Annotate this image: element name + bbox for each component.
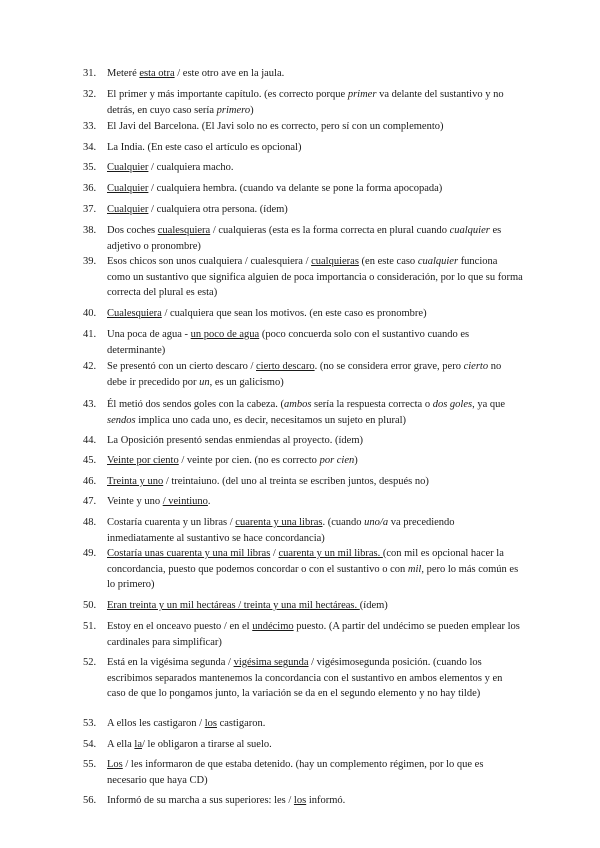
list-item xyxy=(83,716,523,732)
underlined-answer: vigésima segunda xyxy=(233,657,309,668)
text-segment: ) xyxy=(250,104,254,116)
italic-term: cualquier xyxy=(449,225,490,236)
item-text xyxy=(107,515,523,546)
text-segment: / treintaiuno. (del uno al treinta se escriben juntos, después no) xyxy=(163,476,429,487)
underlined-answer: cierto descaro xyxy=(256,361,315,372)
text-segment: Informó de su marcha a sus superiores: les / xyxy=(107,795,294,806)
text-segment: (ídem) xyxy=(359,600,388,611)
list-item xyxy=(83,397,523,428)
italic-term: cierto xyxy=(463,361,489,372)
text-segment: / veinte por cien. (no es correcto xyxy=(178,455,320,466)
text-segment: / cualquiera otra persona. (ídem) xyxy=(148,204,288,215)
item-number: 56. xyxy=(83,795,97,806)
underlined-answer: esta otra xyxy=(139,68,175,79)
underlined-answer: Costaría unas cuarenta y una mil libras xyxy=(107,548,271,559)
item-text xyxy=(107,453,523,469)
item-text xyxy=(107,223,523,254)
item-text xyxy=(107,327,523,358)
underlined-answer: undécimo xyxy=(252,621,294,632)
text-segment: (poco concuerda solo con el sustantivo cuando es determinante) xyxy=(107,329,470,356)
text-segment: va delante del sustantivo y no detrás, en cuyo caso sería xyxy=(107,89,504,116)
text-segment: , pero lo más común es lo primero) xyxy=(107,563,519,590)
list-item xyxy=(83,453,523,469)
underlined-answer: / veintiuno xyxy=(162,496,208,507)
item-text xyxy=(107,757,523,788)
item-text xyxy=(107,87,523,118)
item-number: 40. xyxy=(83,308,97,319)
item-number: 33. xyxy=(83,121,97,132)
text-segment: . (cuando xyxy=(322,517,365,528)
italic-term: sendos xyxy=(107,414,136,426)
item-number: 34. xyxy=(83,142,97,153)
list-item xyxy=(83,254,523,301)
underlined-answer: la xyxy=(134,739,142,750)
text-segment: Se presentó con un cierto descaro / xyxy=(107,361,256,372)
italic-term: un xyxy=(199,376,210,388)
text-segment: / cualquieras (esta es la forma correcta en plural cuando xyxy=(210,225,450,236)
text-segment: implica uno cada uno, es decir, necesitamos un sujeto en plural) xyxy=(135,414,407,426)
italic-term: mil xyxy=(407,563,422,575)
item-number: 52. xyxy=(83,657,97,668)
item-text xyxy=(107,474,523,490)
item-text xyxy=(107,598,523,614)
text-segment: El primer y más importante capítulo. (es correcto porque xyxy=(107,89,348,100)
item-number: 55. xyxy=(83,759,97,770)
item-number: 38. xyxy=(83,225,97,236)
text-segment: Dos coches xyxy=(107,225,158,236)
underlined-answer: Cualquier xyxy=(107,204,149,215)
italic-term: cualquier xyxy=(417,256,459,267)
item-number: 36. xyxy=(83,183,97,194)
item-number: 54. xyxy=(83,739,97,750)
text-segment: / este otro ave en la jaula. xyxy=(174,68,285,79)
text-segment: A ellos les castigaron / xyxy=(107,718,205,729)
item-text xyxy=(107,140,523,156)
underlined-answer: Los xyxy=(107,759,123,770)
item-text xyxy=(107,716,523,732)
list-item xyxy=(83,474,523,490)
text-segment: Esos chicos son unos cualquiera / cualesquiera / xyxy=(107,256,312,267)
list-item xyxy=(83,515,523,546)
item-number: 39. xyxy=(83,256,97,267)
item-number: 43. xyxy=(83,399,97,410)
text-segment: / cualquiera macho. xyxy=(148,162,234,173)
text-segment: , ya que xyxy=(472,399,506,410)
item-number: 31. xyxy=(83,68,97,79)
item-text xyxy=(107,66,523,82)
item-text xyxy=(107,119,523,135)
underlined-answer: cuarenta y un mil libras. xyxy=(278,548,383,559)
list-item xyxy=(83,359,523,390)
item-number: 32. xyxy=(83,89,97,100)
text-segment: Meteré xyxy=(107,68,140,79)
item-number: 42. xyxy=(83,361,97,372)
list-item xyxy=(83,619,523,650)
item-text xyxy=(107,655,523,702)
italic-term: por cien xyxy=(319,455,355,466)
item-text xyxy=(107,737,523,753)
list-item xyxy=(83,757,523,788)
list-item xyxy=(83,87,523,118)
list-item xyxy=(83,181,523,197)
text-segment: Estoy en el onceavo puesto / en el xyxy=(107,621,253,632)
underlined-answer: cuarenta y una libras xyxy=(235,517,323,528)
item-number: 51. xyxy=(83,621,97,632)
text-segment: La Oposición presentó sendas enmiendas al proyecto. (ídem) xyxy=(107,435,364,446)
underlined-answer: Eran treinta y un mil hectáreas / treinta y una mil hectáreas. xyxy=(107,600,360,611)
list-item xyxy=(83,327,523,358)
item-number: 48. xyxy=(83,517,97,528)
text-segment: (en este caso xyxy=(358,256,418,267)
underlined-answer: los xyxy=(293,795,307,806)
italic-term: uno/a xyxy=(364,517,389,528)
text-segment: sería la respuesta correcta o xyxy=(311,399,433,410)
italic-term: primer xyxy=(347,89,377,100)
list-item xyxy=(83,433,523,449)
underlined-answer: los xyxy=(204,718,217,729)
underlined-answer: Cualquier xyxy=(107,183,149,194)
italic-term: ambos xyxy=(284,399,312,410)
text-segment: ) xyxy=(354,455,358,466)
text-segment: A ella xyxy=(107,739,135,750)
list-item xyxy=(83,546,523,593)
item-text xyxy=(107,202,523,218)
text-segment: / cualquiera hembra. (cuando va delante se pone la forma apocopada) xyxy=(148,183,443,194)
text-segment: / cualquiera que sean los motivos. (en este caso es pronombre) xyxy=(161,308,427,319)
list-item xyxy=(83,793,523,809)
underlined-answer: Cualquier xyxy=(107,162,149,173)
item-number: 46. xyxy=(83,476,97,487)
item-number: 53. xyxy=(83,718,97,729)
underlined-answer: Treinta y uno xyxy=(107,476,164,487)
item-text xyxy=(107,359,523,390)
list-item xyxy=(83,223,523,254)
item-number: 35. xyxy=(83,162,97,173)
list-item xyxy=(83,737,523,753)
item-number: 50. xyxy=(83,600,97,611)
list-item xyxy=(83,202,523,218)
text-segment: informó. xyxy=(306,795,346,806)
item-text xyxy=(107,793,523,809)
text-segment: / xyxy=(270,548,279,559)
item-text xyxy=(107,546,523,593)
text-segment: . (no se considera error grave, pero xyxy=(314,361,464,372)
list-item xyxy=(83,494,523,510)
text-segment: funciona como un sustantivo que significa alguien de poca importancia o consideración, por lo que su forma correcta del plural es esta) xyxy=(107,256,523,298)
item-text xyxy=(107,494,523,510)
item-number: 49. xyxy=(83,548,97,559)
underlined-answer: cualquieras xyxy=(311,256,359,267)
text-segment: castigaron. xyxy=(216,718,266,729)
item-text xyxy=(107,160,523,176)
item-number: 44. xyxy=(83,435,97,446)
text-segment: Él metió dos sendos goles con la cabeza. ( xyxy=(107,399,284,410)
text-segment: (con mil es opcional hacer la concordancia, puesto que podemos concordar o con el sustantivo o con xyxy=(107,548,504,575)
item-text xyxy=(107,306,523,322)
item-text xyxy=(107,254,523,301)
list-item xyxy=(83,655,523,702)
text-segment: no debe ir precedido por xyxy=(107,361,502,388)
text-segment: , es un galicismo) xyxy=(209,376,284,388)
text-segment: es adjetivo o pronombre) xyxy=(107,225,502,252)
list-item xyxy=(83,306,523,322)
list-item xyxy=(83,160,523,176)
item-number: 37. xyxy=(83,204,97,215)
text-segment: Veinte y uno xyxy=(107,496,163,507)
italic-term: dos goles xyxy=(432,399,473,410)
list-item xyxy=(83,119,523,135)
item-text xyxy=(107,397,523,428)
list-item xyxy=(83,66,523,82)
text-segment: / les informaron de que estaba detenido. (hay un complemento régimen, por lo que es necesario que haya CD) xyxy=(107,759,484,786)
text-segment: Está en la vigésima segunda / xyxy=(107,657,234,668)
text-segment: va precediendo inmediatamente al sustantivo se hace concordancia) xyxy=(107,517,455,544)
item-text xyxy=(107,619,523,650)
item-text xyxy=(107,181,523,197)
item-number: 47. xyxy=(83,496,97,507)
text-segment: El Javi del Barcelona. (El Javi solo no es correcto, pero sí con un complemento) xyxy=(107,121,444,132)
item-text xyxy=(107,433,523,449)
underlined-answer: un poco de agua xyxy=(190,329,260,340)
text-segment: . xyxy=(207,496,211,507)
text-segment: La India. (En este caso el artículo es opcional) xyxy=(107,142,302,153)
italic-term: primero xyxy=(216,104,251,116)
text-segment: / le obligaron a tirarse al suelo. xyxy=(142,739,272,750)
text-segment: Costaría cuarenta y un libras / xyxy=(107,517,236,528)
text-segment: puesto. (A partir del undécimo se pueden emplear los cardinales para simplificar) xyxy=(107,621,520,648)
list-item xyxy=(83,140,523,156)
underlined-answer: Veinte por ciento xyxy=(107,455,179,466)
text-segment: / vigésimosegunda posición. (cuando los escribimos separados mantenemos la concordancia con el sustantivo en ambos elementos y en caso de que lo pongamos junto, la variación se da en el segundo elemento y no hay tilde) xyxy=(107,657,503,699)
text-segment: Una poca de agua - xyxy=(107,329,191,340)
underlined-answer: Cualesquiera xyxy=(107,308,162,319)
item-number: 45. xyxy=(83,455,97,466)
list-item xyxy=(83,598,523,614)
item-number: 41. xyxy=(83,329,97,340)
underlined-answer: cualesquiera xyxy=(157,225,211,236)
